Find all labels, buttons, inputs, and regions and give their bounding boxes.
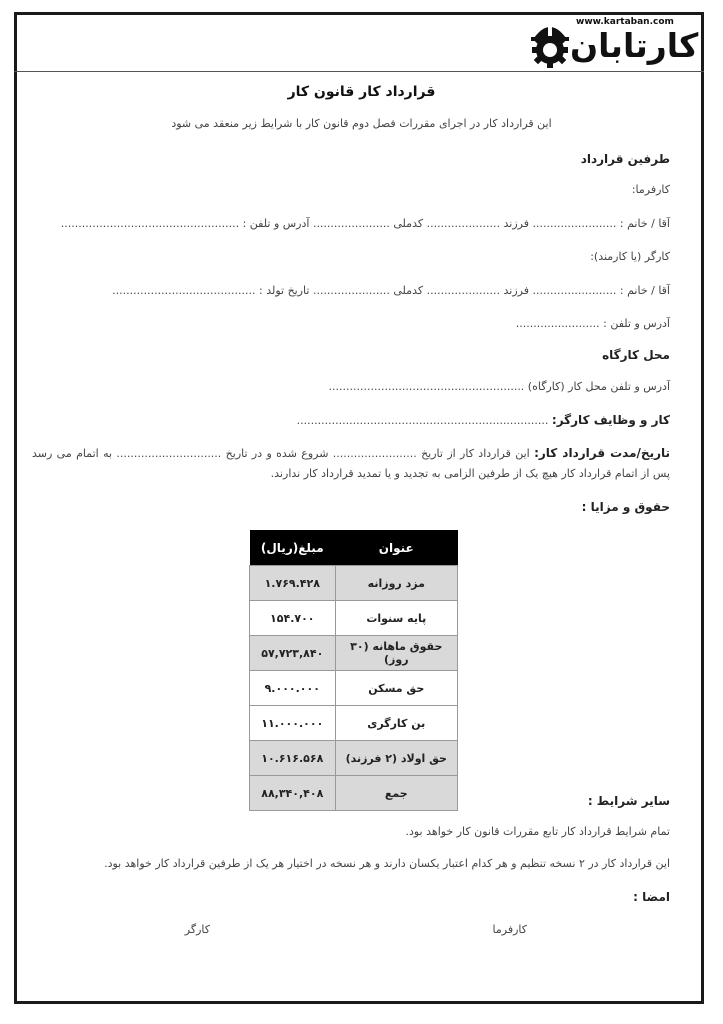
workplace-address-line: آدرس و تلفن محل کار (کارگاه) ........................................................ — [328, 380, 670, 393]
other-terms-heading: سایر شرایط : — [587, 794, 670, 808]
table-row — [250, 566, 458, 601]
row-title: حق مسکن — [335, 671, 457, 706]
row-amount: ۱.۷۶۹.۴۲۸ — [250, 566, 336, 601]
table-row — [250, 601, 458, 636]
table-row — [250, 671, 458, 706]
worker-signature-label: کارگر — [184, 923, 210, 936]
row-amount: ۱۰.۶۱۶.۵۶۸ — [250, 741, 336, 776]
logo-wordmark: کارتابان — [570, 26, 699, 65]
header-divider — [14, 71, 704, 72]
parties-heading: طرفین قرارداد — [580, 152, 670, 166]
duties-heading: کار و وظایف کارگر: — [551, 413, 670, 427]
column-header-title: عنوان — [335, 530, 457, 566]
table-row — [250, 741, 458, 776]
row-title: جمع — [335, 776, 457, 811]
duration-heading: تاریخ/مدت قرارداد کار: — [534, 446, 671, 460]
row-title: مزد روزانه — [335, 566, 457, 601]
duties-dots: ........................................................................ — [296, 414, 549, 427]
row-title: بن کارگری — [335, 706, 457, 741]
row-title: حق اولاد (۲ فرزند) — [335, 741, 457, 776]
row-title: حقوق ماهانه (۳۰ روز) — [335, 636, 457, 671]
row-amount: ۱۵۴.۷۰۰ — [250, 601, 336, 636]
worker-address-line: آدرس و تلفن : ........................ — [515, 317, 670, 330]
kartaban-logo — [528, 16, 698, 70]
signatures-heading: امضا : — [633, 890, 670, 904]
hardhat-gear-icon — [528, 16, 572, 70]
row-amount: ۸۸,۳۴۰,۴۰۸ — [250, 776, 336, 811]
row-amount: ۵۷,۷۲۳,۸۴۰ — [250, 636, 336, 671]
document-title: قرارداد کار قانون کار — [287, 84, 436, 100]
salary-table-header — [250, 530, 458, 566]
other-terms-line-1: تمام شرایط قرارداد کار تابع مقررات قانون کار خواهد بود. — [405, 825, 670, 838]
column-header-amount: مبلغ(ریال) — [250, 530, 336, 566]
table-row — [250, 776, 458, 811]
worker-label: کارگر (یا کارمند): — [590, 250, 670, 263]
workplace-heading: محل کارگاه — [602, 348, 670, 362]
salary-heading: حقوق و مزایا : — [581, 500, 670, 514]
duration-text: این قرارداد کار از تاریخ ........................ شروع شده و در تاریخ .............................. به اتمام می رسد پس از اتمام قرارداد کار هیچ یک از طرفین الزامی به تجدید و یا تمدید قرارداد کار ندارند. — [32, 447, 670, 480]
intro-text: این قرارداد کار در اجرای مقررات فصل دوم قانون کار با شرایط زیر منعقد می شود — [171, 117, 552, 130]
row-title: پایه سنوات — [335, 601, 457, 636]
table-row — [250, 706, 458, 741]
logo-url: www.kartaban.com — [576, 17, 674, 27]
other-terms-line-2: این قرارداد کار در ۲ نسخه تنظیم و هر کدام اعتبار یکسان دارند و هر نسخه در اختیار هر یک از طرفین قرارداد کار خواهد بود. — [104, 857, 670, 870]
table-row — [250, 636, 458, 671]
employer-signature-label: کارفرما — [492, 923, 527, 936]
employer-details-line: آقا / خانم : ........................ فرزند ..................... کدملی ...................... آدرس و تلفن : ................................................... — [60, 217, 670, 230]
employer-label: کارفرما: — [631, 183, 670, 196]
duties-line — [297, 413, 670, 427]
salary-table — [249, 530, 458, 811]
row-amount: ۱۱.۰۰۰.۰۰۰ — [250, 706, 336, 741]
duration-paragraph — [32, 443, 670, 484]
worker-details-line: آقا / خانم : ........................ فرزند ..................... کدملی ...................... تاریخ تولد : ......................................... — [112, 284, 670, 297]
row-amount: ۹.۰۰۰.۰۰۰ — [250, 671, 336, 706]
